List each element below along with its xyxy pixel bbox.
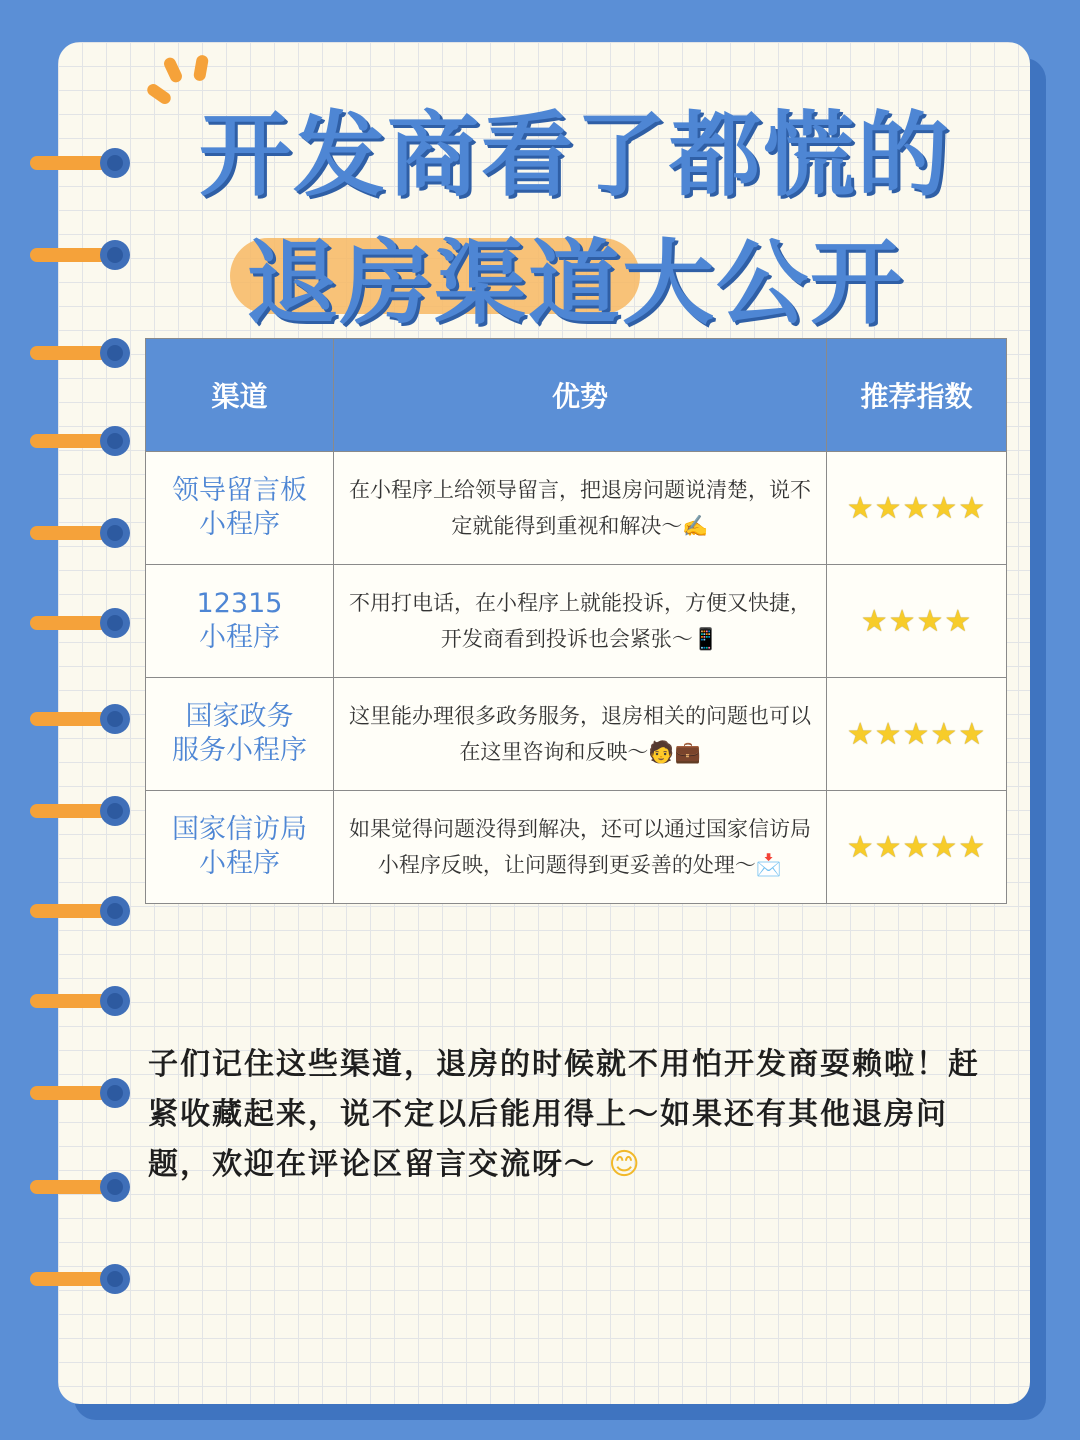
binder-ring	[30, 984, 130, 1020]
header-channel: 渠道	[146, 339, 334, 452]
table-row	[146, 678, 1007, 791]
channel-name-line-1: 12315	[196, 588, 283, 619]
channel-name-line-1: 国家政务	[185, 701, 294, 732]
binder-ring	[30, 702, 130, 738]
footer-text: 子们记住这些渠道，退房的时候就不用怕开发商耍赖啦！赶紧收藏起来，说不定以后能用得上～如果还有其他退房问题，欢迎在评论区留言交流呀～	[148, 1047, 980, 1182]
channel-name-line-2: 小程序	[199, 509, 280, 540]
rating-stars	[827, 678, 1007, 791]
page-title-line-1: 开发商看了都慌的	[198, 102, 951, 209]
channel-advantage: 这里能办理很多政务服务，退房相关的问题也可以在这里咨询和反映～🧑💼	[334, 678, 827, 791]
star-icon: ★★★★	[860, 603, 973, 639]
channel-advantage: 如果觉得问题没得到解决，还可以通过国家信访局小程序反映，让问题得到更妥善的处理～📩	[334, 791, 827, 904]
binder-ring	[30, 336, 130, 372]
binder-ring	[30, 1262, 130, 1298]
rating-stars	[827, 565, 1007, 678]
binder-ring	[30, 1170, 130, 1206]
binder-ring	[30, 894, 130, 930]
smile-icon: 😊	[608, 1147, 642, 1182]
page-title-line-2: 退房渠道大公开	[245, 230, 904, 337]
binder-ring	[30, 606, 130, 642]
channel-name-line-1: 领导留言板	[172, 475, 307, 506]
table-header-row	[146, 339, 1007, 452]
channel-name	[146, 678, 334, 791]
binder-ring	[30, 516, 130, 552]
binder-ring	[30, 1076, 130, 1112]
channel-name-line-2: 小程序	[199, 848, 280, 879]
table-row	[146, 791, 1007, 904]
rating-stars	[827, 791, 1007, 904]
table-row	[146, 452, 1007, 565]
binder-ring	[30, 146, 130, 182]
channel-advantage: 在小程序上给领导留言，把退房问题说清楚，说不定就能得到重视和解决～✍️	[334, 452, 827, 565]
table-row	[146, 565, 1007, 678]
header-advantage: 优势	[334, 339, 827, 452]
binder-ring	[30, 424, 130, 460]
star-icon: ★★★★★	[846, 716, 987, 752]
channel-name-line-2: 小程序	[199, 622, 280, 653]
star-icon: ★★★★★	[846, 829, 987, 865]
channel-name-line-2: 服务小程序	[172, 735, 307, 766]
header-rating: 推荐指数	[827, 339, 1007, 452]
channel-name	[146, 565, 334, 678]
channel-name	[146, 452, 334, 565]
channel-name	[146, 791, 334, 904]
rating-stars	[827, 452, 1007, 565]
channel-advantage: 不用打电话，在小程序上就能投诉，方便又快捷，开发商看到投诉也会紧张～📱	[334, 565, 827, 678]
binder-ring	[30, 238, 130, 274]
channel-name-line-1: 国家信访局	[172, 814, 307, 845]
channels-table	[145, 338, 1007, 904]
footer-note	[148, 1040, 998, 1190]
binder-ring	[30, 794, 130, 830]
star-icon: ★★★★★	[846, 490, 987, 526]
